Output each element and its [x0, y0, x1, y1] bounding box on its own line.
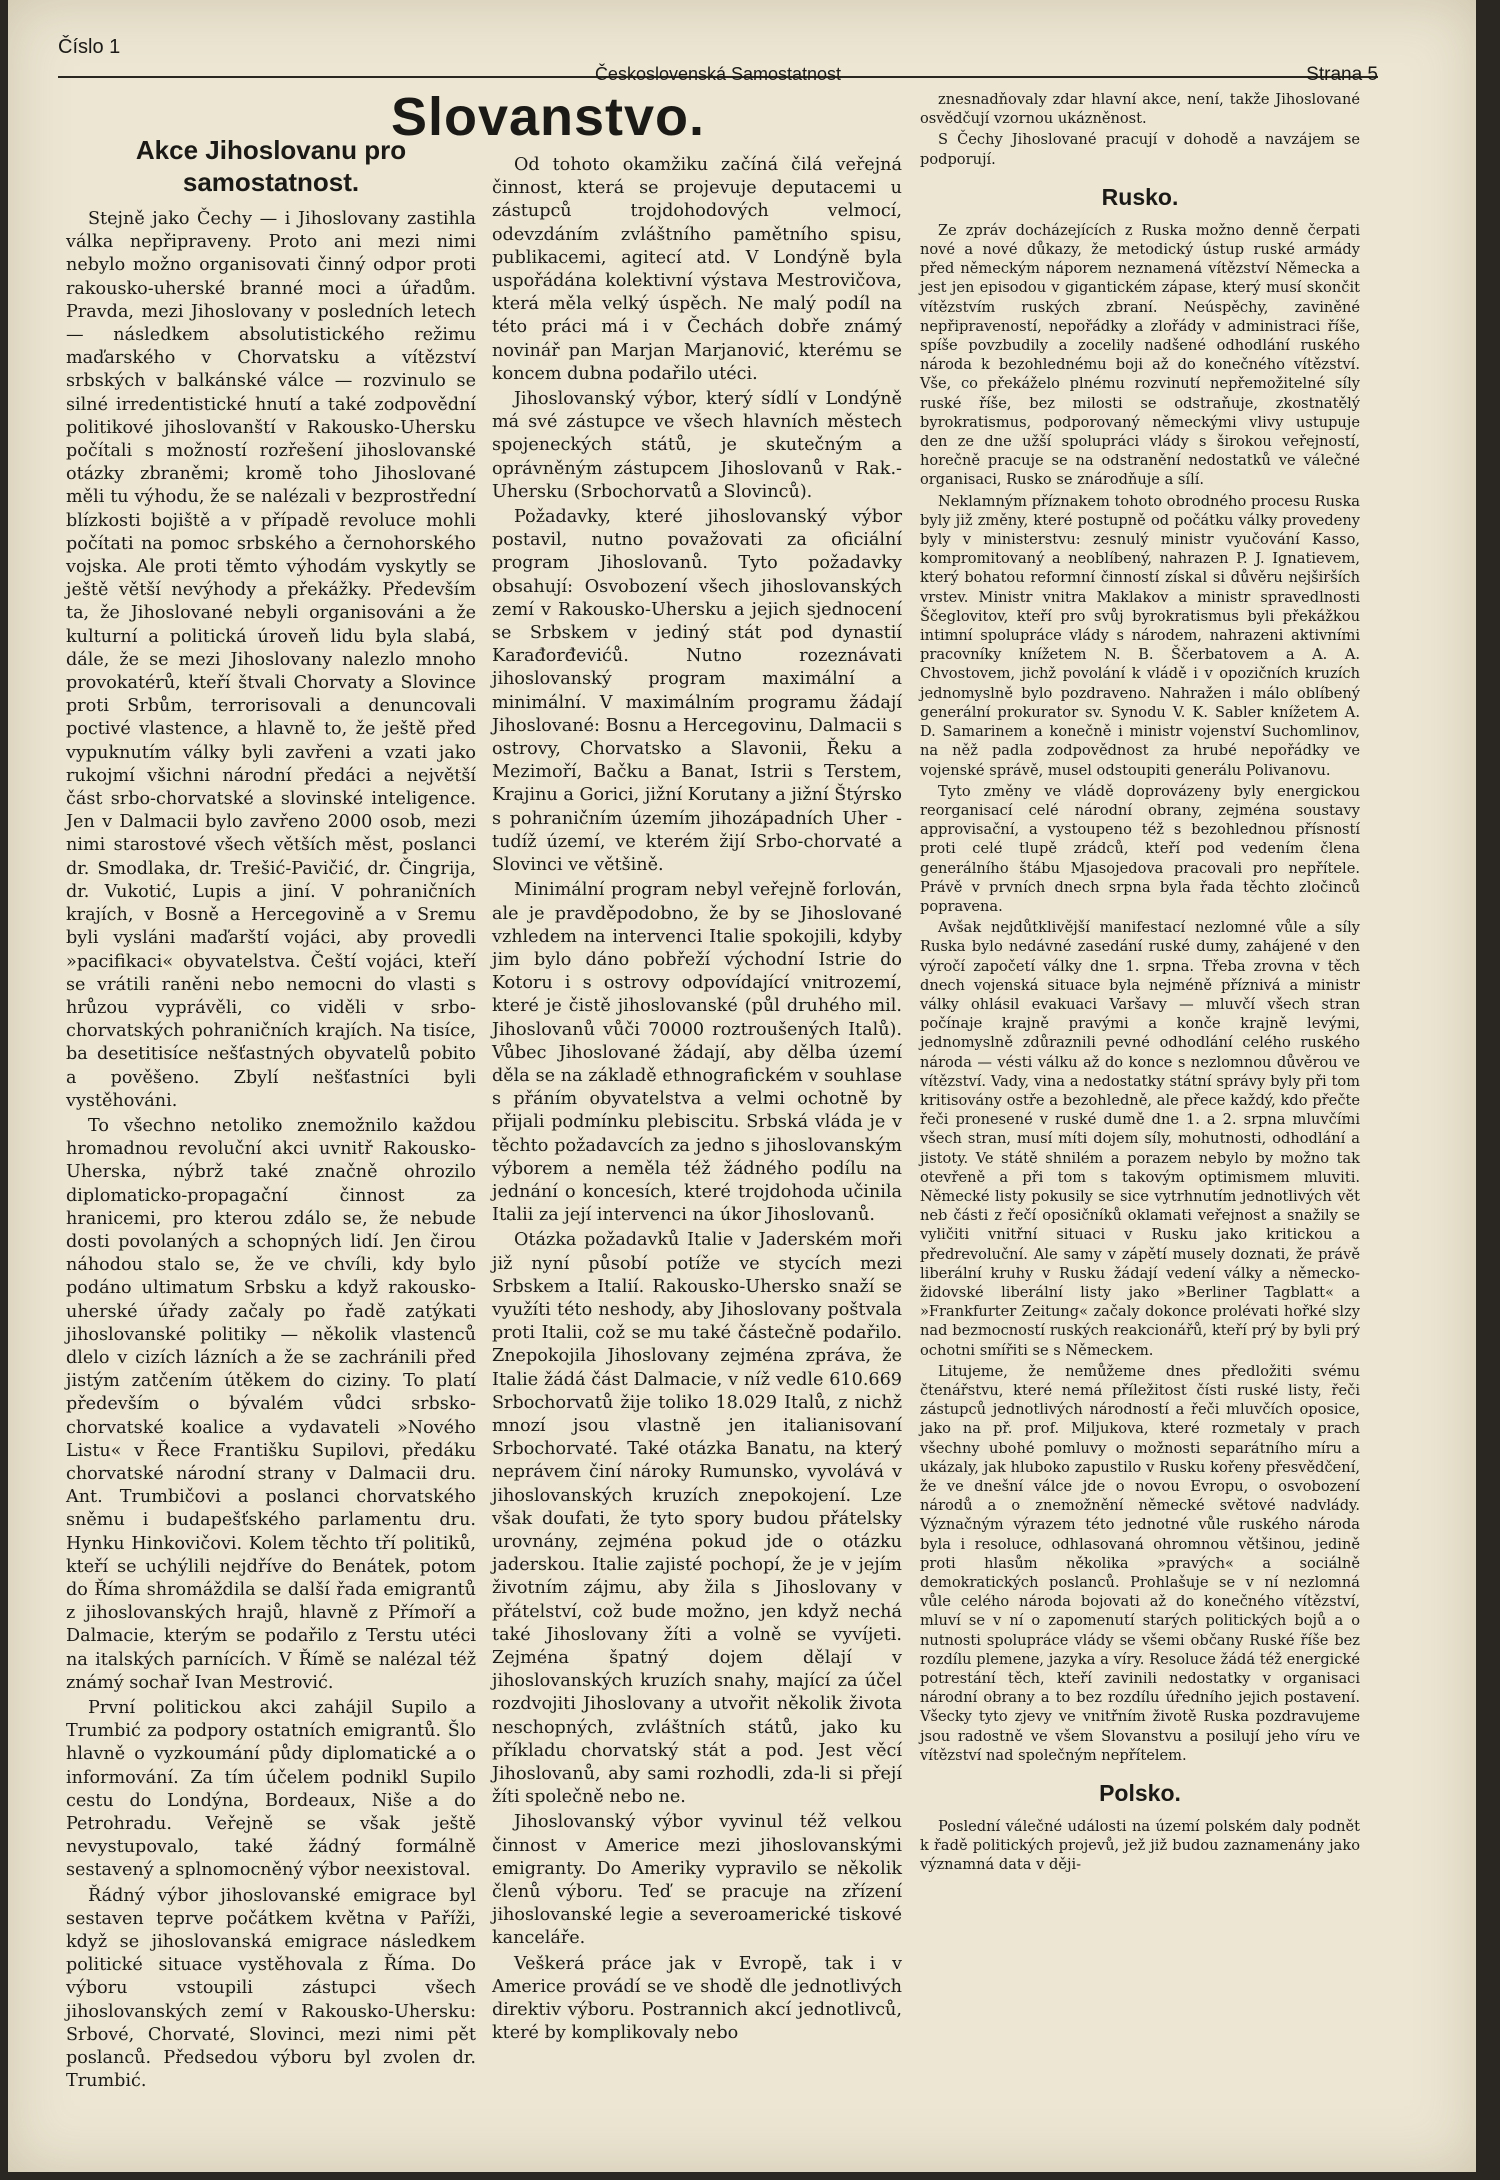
page-number: Strana 5	[1306, 64, 1378, 85]
paragraph: Avšak nejdůtklivější manifestací nezlomné vůle a síly Ruska bylo nedávné zasedání ruské dumy, zahájené v den výročí započetí války dne 1. srpna. Třeba zrovna v těch dnech vojenská situace byla nejméně příznivá a ministr války ohlásil evakuaci Varšavy — mluvčí všech stran počínaje krajně pravými a konče krajně levými, jednomyslně zdůraznili pevné odhodlání celého ruského národa — vésti válku až do konce s nezlomnou důvěrou ve vítězství. Vady, vina a nedostatky státní správy byly při tom kritisovány ostře a bezohledně, ale přece každý, kdo přečte řeči pronesené v ruské dumě dne 1. a 2. srpna mluvčími všech stran, musí míti dojem síly, mohutnosti, odhodlání a jistoty. Ve státě shnilém a porazem nebylo by možno tak otevřeně a při tom s takovým optimismem mluviti. Německé listy pokusily se sice vytrhnutím jednotlivých vět neb části z řečí oposičníků oklamati veřejnost a snažily se vyličiti vnitřní situaci v Rusku jako kritickou a předrevoluční. Ale samy v zápětí musely doznati, že právě liberální kruhy v Rusku žádají vedení války a německo-židovské liberální listy jako »Berliner Tagblatt« a »Frankfurter Zeitung« začaly dokonce prolévati hořké slzy nad bezmocností ruských reakcionářů, kteří prý by byli prý ochotni smířiti se s Německem.	[920, 919, 1360, 1359]
paragraph: S Čechy Jihoslované pracují v dohodě a navzájem se podporují.	[920, 131, 1360, 168]
section-title-polsko: Polsko.	[1099, 1780, 1181, 1807]
column-3	[920, 90, 1360, 1877]
paragraph: Jihoslovanský výbor, který sídlí v Londýně má své zástupce ve všech hlavních městech spojeneckých států, je skutečným a oprávněným zástupcem Jihoslovanů v Rak.-Uhersku (Srbochorvatů a Slovinců).	[492, 389, 902, 502]
paragraph: znesnadňovaly zdar hlavní akce, není, takže Jihoslované osvědčují vzornou ukázněnost.	[920, 91, 1360, 128]
article-title: Akce Jihoslovanu pro samostatnost.	[135, 135, 407, 197]
paragraph: Řádný výbor jihoslovanské emigrace byl sestaven teprve počátkem května v Paříži, když se jihoslovanská emigrace následkem politické situace vystěhovala z Říma. Do výboru vstoupili zástupci všech jihoslovanských zemí v Rakousko-Uhersku: Srbové, Chorvaté, Slovinci, mezi nimi pět poslanců. Předsedou výboru byl zvolen dr. Trumbić.	[66, 1885, 476, 2092]
paragraph: Minimální program nebyl veřejně forlován, ale je pravděpodobno, že by se Jihoslované vzhledem na intervenci Italie spokojili, kdyby jim bylo dáno pobřeží východní Istrie do Kotoru i s ostrovy odpovídající vnitrozemí, které je čistě jihoslovanské (půl druhého mil. Jihoslovanů vůči 70000 roztroušených Italů). Vůbec Jihoslované žádají, aby dělba území děla se na základě ethnografickém v souhlase s přáním obyvatelstva a velmi ochotně by přijali podmínku plebiscitu. Srbská vláda je v těchto požadavcích za jedno s jihoslovanským výborem a neměla též žádného podílu na jednání o koncesích, které trojdohoda učinila Italii za její intervenci na úkor Jihoslovanů.	[492, 880, 902, 1226]
section-title-rusko: Rusko.	[1101, 183, 1179, 210]
issue-number: Číslo 1	[58, 36, 121, 58]
paragraph: Otázka požadavků Italie v Jaderském moři již nyní působí potíže ve stycích mezi Srbskem a Italií. Rakousko-Uhersko snaží se využíti této neshody, aby Jihoslovany poštvala proti Italii, což se mu také částečně podařilo. Znepokojila Jihoslovany zejména zpráva, že Italie žádá část Dalmacie, v níž vedle 610.669 Srbochorvatů žije toliko 18.029 Italů, z nichž mnozí jsou vlastně jen italianisovaní Srbochorvaté. Také otázka Banatu, na který neprávem činí nároky Rumunsko, vyvolává v jihoslovanských kruzích znepokojení. Lze však doufati, že tyto spory budou přátelsky urovnány, zejména pokud jde o otázku jaderskou. Italie zajisté pochopí, že je v jejím životním zájmu, aby žila s Jihoslovany v přátelství, což bude možno, jen když nechá také Jihoslovany žíti a volně se vyvíjeti. Zejména špatný dojem dělají v jihoslovanských kruzích snahy, mající za účel rozdvojiti Jihoslovany a utvořit několik života neschopných, zvláštních států, jako ku příkladu chorvatský stát a pod. Jest věcí Jihoslovanů, aby sami rozhodli, zda-li si přejí žíti společně nebo ne.	[492, 1230, 902, 1808]
paragraph: Neklamným příznakem tohoto obrodného procesu Ruska byly již změny, které postupně od počátku války provedeny byly v ministerstvu: zesnulý ministr vyučování Kasso, kompromitovaný a neoblíbený, nahrazen P. J. Ignatievem, který bohatou reformní činností získal si důvěru nejširších vrstev. Ministr vnitra Maklakov a ministr spravedlnosti Ščeglovitov, kteří pro svůj byrokratismus byli překážkou intimní spolupráce vlády s národem, nahrazeni aktivními pracovníky knížetem N. B. Ščerbatovem a A. A. Chvostovem, jichž povolání k vládě i v opozičních kruzích jednomyslně bylo pozdraveno. Nahražen i málo oblíbený generální prokurator sv. Synodu V. K. Sabler knížetem A. D. Samarinem a konečně i ministr vojenství Suchomlinov, na něž padla zodpovědnost za hrubé nepořádky ve vojenské správě, musel odstoupiti generálu Polivanovu.	[920, 492, 1360, 779]
paragraph: Od tohoto okamžiku začíná čilá veřejná činnost, která se projevuje deputacemi u zástupců trojdohodových velmocí, odevzdáním zvláštního pamětního spisu, publikacemi, agitecí atd. V Londýně byla uspořádána kolektivní výstava Mestrovičova, která měla velký úspěch. Ne malý podíl na této práci má i v Čechách dobře známý novinář pan Marjan Marjanović, kterému se koncem dubna podařilo utéci.	[492, 155, 902, 384]
paragraph: Poslední válečné události na území polském daly podnět k řadě politických projevů, jež již budou zaznamenány jako významná data v ději-	[920, 1818, 1360, 1874]
newspaper-page	[8, 0, 1476, 2172]
column-1	[66, 90, 476, 2095]
newspaper-name: Československá Samostatnost	[594, 64, 842, 84]
main-title: Slovanstvo.	[390, 87, 706, 147]
paragraph: Tyto změny ve vládě doprovázeny byly energickou reorganisací celé národní obrany, zejména soustavy approvisační, a vystoupeno též s bezohlednou přísností proti celé tlupě zrádců, kteří pod vedením člena generálního štábu Mjasojedova pracovali pro nepřítele. Právě v prvních dnech srpna byla řada těchto zločinců popravena.	[920, 782, 1360, 915]
paragraph: Stejně jako Čechy — i Jihoslovany zastihla válka nepřipraveny. Proto ani mezi nimi nebylo možno organisovati činný odpor proti rakousko-uherské branné moci a úřadům. Pravda, mezi Jihoslovany v posledních letech — následkem absolutistického režimu maďarského v Chorvatsku a vítězství srbských v balkánské válce — rozvinulo se silné irredentistické hnutí a také zodpovědní politikové jihoslovanští v Rakousko-Uhersku počítali s možností rozřešení jihoslovanské otázky zbraněmi; kromě toho Jihoslované měli tu výhodu, že se nalézali v bezprostřední blízkosti bojiště a v případě revoluce mohli počítati na pomoc srbského a černohorského vojska. Ale proti těmto výhodám vyskytly se ještě větší nevýhody a překážky. Především ta, že Jihoslované nebyli organisováni a že kulturní a politická úroveň lidu byla slabá, dále, že se mezi Jihoslovany nalezlo mnoho provokatérů, kteří štvali Chorvaty a Slovince proti Srbům, terrorisovali a denuncovali poctivé vlastence, a hlavně to, že ještě před vypuknutím války byli zavřeni a vzati jako rukojmí všichni národní předáci a největší část srbo-chorvatské a slovinské inteligence. Jen v Dalmacii bylo zavřeno 2000 osob, mezi nimi starostové všech větších měst, poslanci dr. Smodlaka, dr. Trešić-Pavičić, dr. Čingrija, dr. Vukotić, Lupis a jiní. V pohraničních krajích, v Bosně a Hercegovině a v Sremu byli vysláni maďarští vojáci, aby provedli »pacifikaci« obyvatelstva. Čeští vojáci, kteří se vrátili raněni nebo nemocni do vlasti s hrůzou vyprávěli, co viděli v srbo-chorvatských pohraničních krajích. Na tisíce, ba desetitisíce nešťastných obyvatelů pobito a pověšeno. Zbylí nešťastníci byli vystěhováni.	[66, 209, 476, 1111]
paragraph: Litujeme, že nemůžeme dnes předložiti svému čtenářstvu, které nemá příležitost čísti ruské listy, řeči zástupců jednotlivých národností a řeči mluvčích oposice, jako na př. prof. Miljukova, které rozmetaly v prach všechny ubohé pomluvy o možnosti separátního míru a ukázaly, jak hluboko zapustilo v Rusku kořeny přesvědčení, že ve dnešní válce jde o novou Evropu, o osvobození národů a o znemožnění německé světové nadvlády. Význačným výrazem této jednotné vůle ruského národa byla i resoluce, odhlasovaná ohromnou většinou, jedině proti hlasům několika »pravých« a sociálně demokratických poslanců. Prohlašuje se v ní nezlomná vůle celého národa bojovati až do konečného vítězství, mluví se v ní o zapomenutí starých politických bojů a o nutnosti spolupráce vlády se všemi občany Ruské říše bez rozdílu plemene, jazyka a víry. Resoluce žádá též energické potrestání těch, kteří zavinili nedostatky v organisaci národní obrany a to bez rozdílu úředního jejich postavení. Všecky tyto zjevy ve vnitřním životě Ruska pozdravujeme jsou radostně ve všem Slovanstvu a posilují jeho víru ve vítězství nad společným nepřítelem.	[920, 1362, 1360, 1764]
paragraph: To všechno netoliko znemožnilo každou hromadnou revoluční akci uvnitř Rakousko-Uherska, nýbrž také značně ohrozilo diplomaticko-propagační činnost za hranicemi, pro kterou zdálo se, že nebude dosti povolaných a schopných lidí. Jen čirou náhodou stalo se, že ve chvíli, kdy bylo podáno ultimatum Srbsku a když rakousko-uherské úřady začaly po řadě zatýkati jihoslovanské politiky — několik vlastenců dlelo v cizích lázních a že se zachránili před jistým zatčením útěkem do ciziny. To platí především o bývalém vůdci srbsko-chorvatské koalice a vydavateli »Nového Listu« v Řece Františku Supilovi, předáku chorvatské národní strany v Dalmacii dru. Ant. Trumbičovi a poslanci chorvatského sněmu i budapešťského parlamentu dru. Hynku Hinkovičovi. Kolem těchto tří politiků, kteří se uchýlili nejdříve do Benátek, potom do Říma shromáždila se další řada emigrantů z jihoslovanských hrajů, hlavně z Přímoří a Dalmacie, kterým se podařilo z Terstu utéci na italských parnících. V Římě se nalézal též známý sochař Ivan Mestrović.	[66, 1115, 476, 1693]
paragraph: Ze zpráv docházejících z Ruska možno denně čerpati nové a nové důkazy, že metodický ústup ruské armády před německým náporem neznamená vítězství Německa a jest jen episodou v gigantickém zápase, který musí skončit vítězstvím ruských zbraní. Neúspěchy, zaviněné nepřipraveností, nepořádky a zlořády v administraci říše, spíše povzbudily a zocelily nadšené odhodlání ruského národa k bezohlednému boji až do konečného vítězství. Vše, co překáželo plnému rozvinutí nepřemožitelné síly ruské říše, bez milosti se odstraňuje, zkostnatělý byrokratismus, podporovaný německými vlivy ustupuje den ze dne užší spolupráci vlády s širokou veřejností, horečně pracuje se na odstranění nedostatků ve válečné organisaci, Rusko se znárodňuje a sílí.	[920, 221, 1360, 489]
paragraph: Požadavky, které jihoslovanský výbor postavil, nutno považovati za oficiální program Jihoslovanů. Tyto požadavky obsahují: Osvobození všech jihoslovanských zemí v Rakousko-Uhersku a jejich sjednocení se Srbskem v jediný stát pod dynastií Karađorđevićů. Nutno rozeznávati jihoslovanský program maximální a minimální. V maximálním programu žádají Jihoslované: Bosnu a Hercegovinu, Dalmacii s ostrovy, Chorvatsko a Slavonii, Řeku a Mezimoří, Bačku a Banat, Istrii s Terstem, Krajinu a Gorici, jižní Korutany a jižní Štýrsko s pohraničním územím jihozápadních Uher - tudíž území, ve kterém žijí Srbo-chorvaté a Slovinci ve většině.	[492, 507, 902, 876]
paragraph: Jihoslovanský výbor vyvinul též velkou činnost v Americe mezi jihoslovanskými emigranty. Do Ameriky vypravilo se několik členů výboru. Teď se pracuje na zřízení jihoslovanské legie a severoamerické tiskové kanceláře.	[492, 1812, 902, 1949]
paragraph: Veškerá práce jak v Evropě, tak i v Americe provádí se ve shodě dle jednotlivých direktiv výboru. Postrannich akcí jednotlivců, které by komplikovaly nebo	[492, 1953, 902, 2044]
paragraph: První politickou akci zahájil Supilo a Trumbić za podpory ostatních emigrantů. Šlo hlavně o vyzkoumání půdy diplomatické a o informování. Za tím účelem podnikl Supilo cestu do Londýna, Bordeaux, Niše a do Petrohradu. Veřejně se však ještě nevystupovalo, také žádný formálně sestavený a splnomocněný výbor neexistoval.	[66, 1698, 476, 1881]
page-header	[58, 36, 1378, 85]
column-2	[492, 90, 902, 2047]
